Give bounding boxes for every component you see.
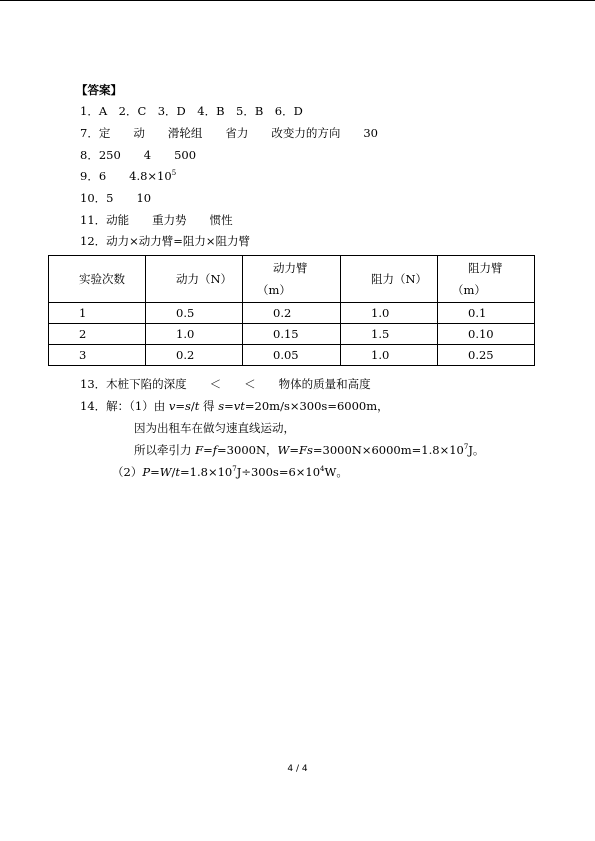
table-cell: 3 <box>49 345 146 366</box>
q14-exponent: 7 <box>232 465 237 474</box>
q14-text: 所以牵引力 <box>134 443 196 457</box>
q14-text: 14．解：（1）由 <box>80 399 169 413</box>
table-cell: 1.0 <box>146 324 243 345</box>
header-effort-arm-line2: （m） <box>257 283 291 297</box>
q14-var: t <box>194 399 200 413</box>
q14-var: F <box>195 443 204 457</box>
answer-line-11: 11．动能 重力势 惯性 <box>80 213 233 227</box>
q14-text: =1.8×10 <box>180 465 233 479</box>
table-cell: 0.5 <box>146 303 243 324</box>
q14-text: =20m/s×300s=6000m， <box>244 399 389 413</box>
q14-var: Fs <box>298 443 313 457</box>
q14-text: =3000N， <box>217 443 278 457</box>
q14-var: t <box>175 465 181 479</box>
table-cell: 2 <box>49 324 146 345</box>
answer-line-7: 7．定 动 滑轮组 省力 改变力的方向 30 <box>80 126 378 140</box>
q14-text: =3000N×6000m=1.8×10 <box>312 443 464 457</box>
q14-text: = <box>150 465 160 479</box>
q14-var: v <box>168 399 176 413</box>
q14-text: J÷300s=6×10 <box>236 465 321 479</box>
table-cell: 0.2 <box>243 303 341 324</box>
table-cell: 0.05 <box>243 345 341 366</box>
q14-text: / <box>171 465 176 479</box>
header-load-arm-line1: 阻力臂 <box>468 261 503 275</box>
q14-var: s <box>185 399 191 413</box>
header-trials: 实验次数 <box>49 256 146 303</box>
answer-line-12: 12．动力×动力臂=阻力×阻力臂 <box>80 234 251 248</box>
table-cell: 1 <box>49 303 146 324</box>
header-effort-arm <box>243 256 341 303</box>
lever-experiment-table <box>48 255 535 366</box>
answer-line-8: 8．250 4 500 <box>80 148 197 162</box>
table-cell: 0.10 <box>438 324 535 345</box>
answer-14-part1-line2: 因为出租车在做匀速直线运动， <box>134 421 295 435</box>
q14-text: （2） <box>112 465 143 479</box>
table-row <box>49 345 535 366</box>
header-effort-arm-line1: 动力臂 <box>273 261 308 275</box>
page-number: 4 / 4 <box>287 764 308 774</box>
table-cell: 0.1 <box>438 303 535 324</box>
q14-var: vt <box>233 399 245 413</box>
q14-var: s <box>218 399 225 413</box>
answer-line-10: 10．5 10 <box>80 191 152 205</box>
header-load-arm <box>438 256 535 303</box>
answer-9-exponent: 5 <box>171 169 177 178</box>
q14-text: 得 <box>199 399 219 413</box>
q14-exponent: 4 <box>320 465 325 474</box>
table-row <box>49 303 535 324</box>
q14-var: f <box>212 443 218 457</box>
table-cell: 1.0 <box>341 345 438 366</box>
q14-var: W <box>159 465 172 479</box>
q14-var: P <box>142 465 151 479</box>
q14-text: W。 <box>324 465 348 479</box>
table-cell: 0.25 <box>438 345 535 366</box>
table-cell: 0.15 <box>243 324 341 345</box>
q14-text: = <box>224 399 234 413</box>
answer-14-part1-line1 <box>80 398 389 414</box>
table-cell: 1.5 <box>341 324 438 345</box>
table-row <box>49 324 535 345</box>
answer-line-1-6: 1．A 2．C 3．D 4．B 5．B 6．D <box>80 104 303 118</box>
q14-var: W <box>277 443 290 457</box>
header-rule <box>0 0 595 1</box>
answer-line-9 <box>80 168 176 184</box>
table-cell: 1.0 <box>341 303 438 324</box>
answer-14-part1-line3 <box>134 442 484 458</box>
q14-text: J。 <box>468 443 485 457</box>
q14-text: = <box>289 443 299 457</box>
table-header-row <box>49 256 535 303</box>
header-load-arm-line2: （m） <box>452 283 486 297</box>
q14-text: = <box>203 443 213 457</box>
q14-text: = <box>175 399 185 413</box>
q14-exponent: 7 <box>463 443 469 452</box>
header-load-force: 阻力（N） <box>341 256 438 303</box>
answer-heading: 【答案】 <box>76 83 122 97</box>
answer-9-text: 9．6 4.8×10 <box>80 169 172 183</box>
table-cell: 0.2 <box>146 345 243 366</box>
answer-line-13: 13．木桩下陷的深度 ＜ ＜ 物体的质量和高度 <box>80 377 371 391</box>
header-effort-force: 动力（N） <box>146 256 243 303</box>
q14-text: / <box>190 399 195 413</box>
answer-14-part2 <box>112 464 348 480</box>
